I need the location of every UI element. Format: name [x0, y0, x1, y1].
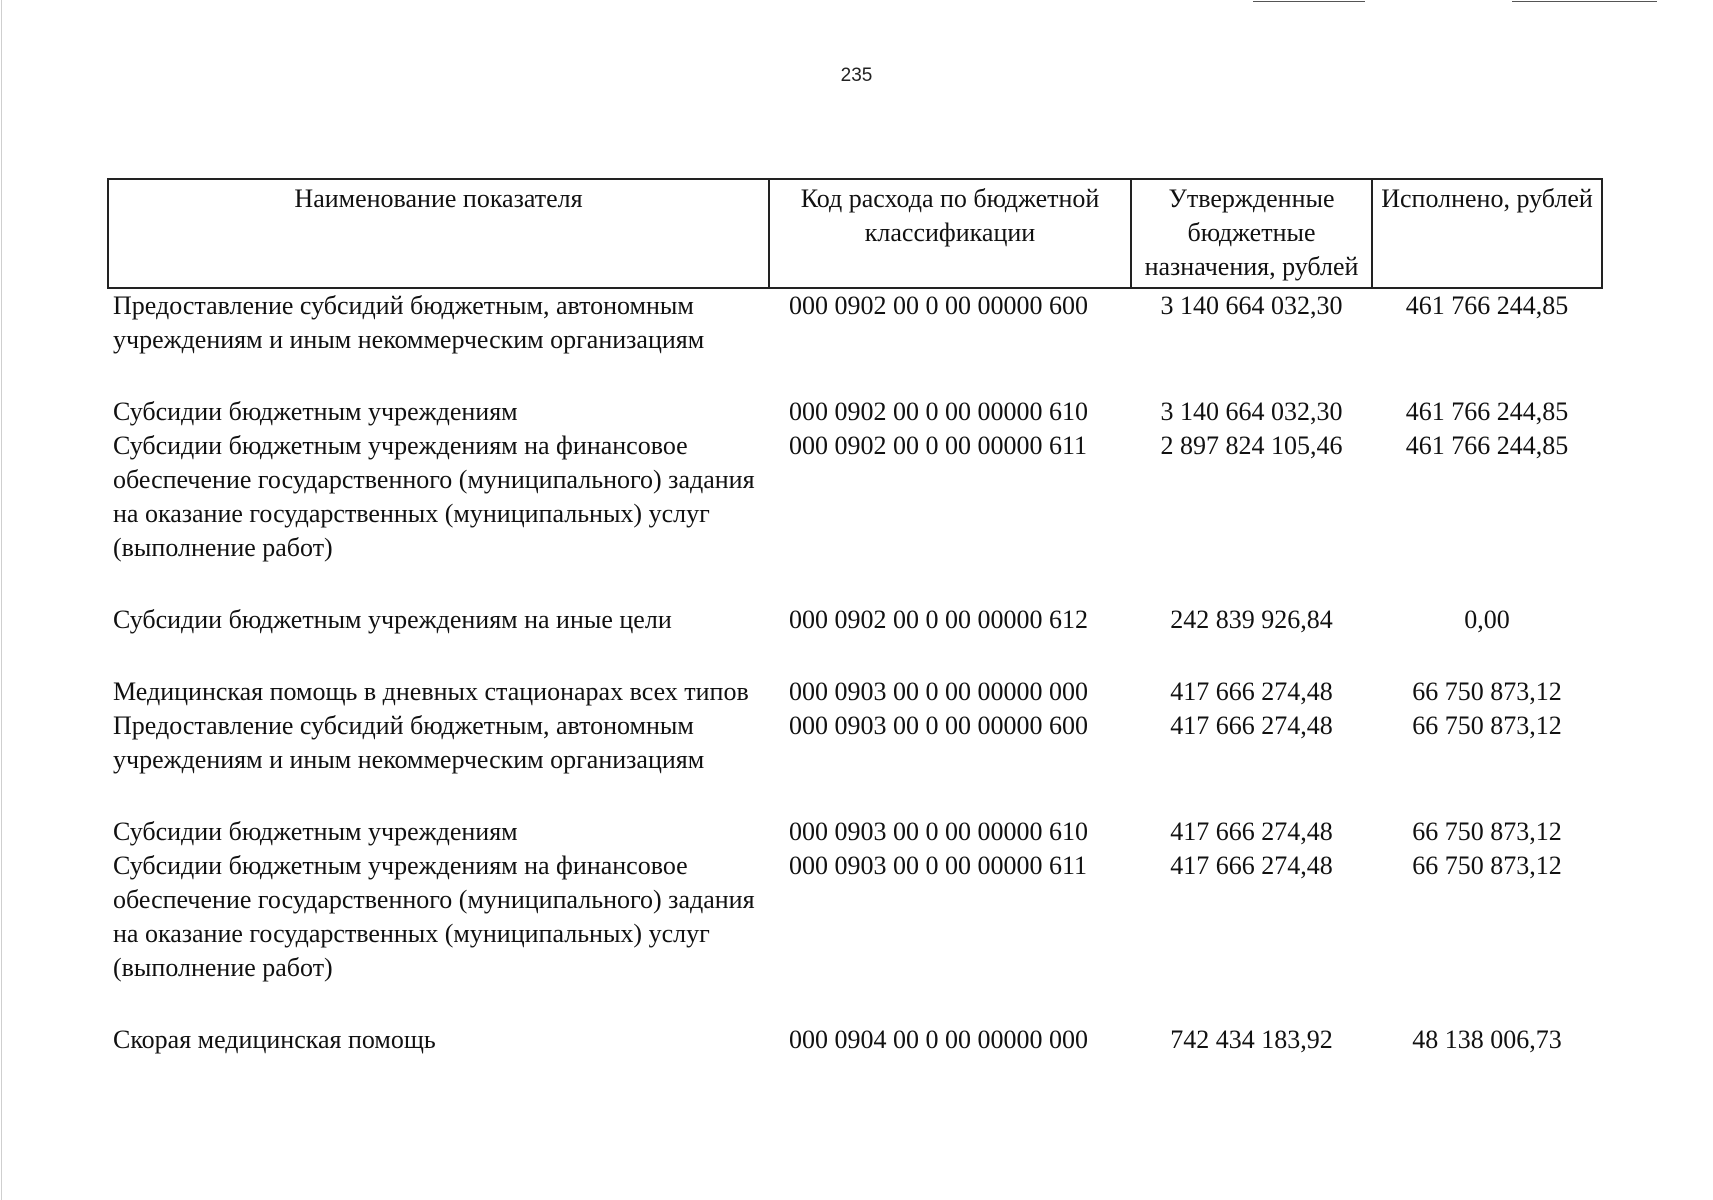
row-name: Субсидии бюджетным учреждениям на иные цели: [113, 605, 672, 634]
header-indicator-name: Наименование показателя: [108, 179, 769, 288]
table-row: [108, 849, 1602, 985]
table-row: [108, 675, 1602, 709]
page-number: 235: [840, 65, 873, 86]
table-row: [108, 429, 1602, 565]
table-row: [108, 395, 1602, 429]
table-row: [108, 815, 1602, 849]
row-code: 000 0902 00 0 00 00000 610: [789, 397, 1088, 426]
row-approved: 3 140 664 032,30: [1160, 397, 1343, 426]
row-name: Субсидии бюджетным учреждениям: [113, 817, 518, 846]
row-executed: 461 766 244,85: [1405, 397, 1569, 426]
row-name: Субсидии бюджетным учреждениям: [113, 397, 518, 426]
row-executed: 461 766 244,85: [1405, 431, 1569, 460]
header-expense-code: Код расхода по бюджетной классификации: [769, 179, 1131, 288]
row-approved: 417 666 274,48: [1170, 677, 1333, 706]
row-spacer: [108, 637, 1602, 675]
row-executed: 461 766 244,85: [1405, 291, 1569, 320]
scan-artifact-line: [1253, 1, 1365, 2]
row-approved: 417 666 274,48: [1170, 851, 1333, 880]
row-spacer: [108, 357, 1602, 395]
row-code: 000 0903 00 0 00 00000 000: [789, 677, 1088, 706]
row-code: 000 0902 00 0 00 00000 612: [789, 605, 1088, 634]
table-row: [108, 603, 1602, 637]
row-spacer: [108, 565, 1602, 603]
header-approved-amount: Утвержденные бюджетные назначения, рублей: [1131, 179, 1372, 288]
row-approved: 3 140 664 032,30: [1160, 291, 1343, 320]
row-name: Субсидии бюджетным учреждениям на финансовое обеспечение государственного (муниципального) задания на оказание государственных (муниципальных) услуг (выполнение работ): [113, 851, 755, 982]
row-spacer: [108, 777, 1602, 815]
row-executed: 66 750 873,12: [1412, 851, 1562, 880]
scan-artifact-line: [1512, 1, 1657, 2]
row-spacer: [108, 985, 1602, 1023]
row-approved: 242 839 926,84: [1170, 605, 1333, 634]
table-row: [108, 709, 1602, 777]
row-code: 000 0903 00 0 00 00000 600: [789, 711, 1088, 740]
table-row: [108, 1023, 1602, 1057]
row-name: Предоставление субсидий бюджетным, автономным учреждениям и иным некоммерческим организациям: [113, 291, 705, 354]
row-executed: 66 750 873,12: [1412, 711, 1562, 740]
row-name: Предоставление субсидий бюджетным, автономным учреждениям и иным некоммерческим организациям: [113, 711, 705, 774]
row-code: 000 0902 00 0 00 00000 611: [789, 431, 1088, 460]
table-row: [108, 288, 1602, 357]
row-executed: 66 750 873,12: [1412, 677, 1562, 706]
row-code: 000 0903 00 0 00 00000 610: [789, 817, 1088, 846]
row-approved: 417 666 274,48: [1170, 711, 1333, 740]
table-header-row: [108, 179, 1602, 288]
header-executed-amount: Исполнено, рублей: [1372, 179, 1602, 288]
row-approved: 417 666 274,48: [1170, 817, 1333, 846]
page-edge: [1, 0, 2, 1200]
row-name: Скорая медицинская помощь: [113, 1025, 436, 1054]
row-name: Субсидии бюджетным учреждениям на финансовое обеспечение государственного (муниципального) задания на оказание государственных (муниципальных) услуг (выполнение работ): [113, 431, 755, 562]
row-executed: 48 138 006,73: [1412, 1025, 1562, 1054]
row-executed: 0,00: [1464, 605, 1510, 634]
row-code: 000 0902 00 0 00 00000 600: [789, 291, 1088, 320]
row-approved: 2 897 824 105,46: [1160, 431, 1343, 460]
row-name: Медицинская помощь в дневных стационарах всех типов: [113, 677, 749, 706]
budget-execution-table: [107, 178, 1603, 1057]
row-code: 000 0904 00 0 00 00000 000: [789, 1025, 1088, 1054]
row-approved: 742 434 183,92: [1170, 1025, 1333, 1054]
row-code: 000 0903 00 0 00 00000 611: [789, 851, 1088, 880]
row-executed: 66 750 873,12: [1412, 817, 1562, 846]
